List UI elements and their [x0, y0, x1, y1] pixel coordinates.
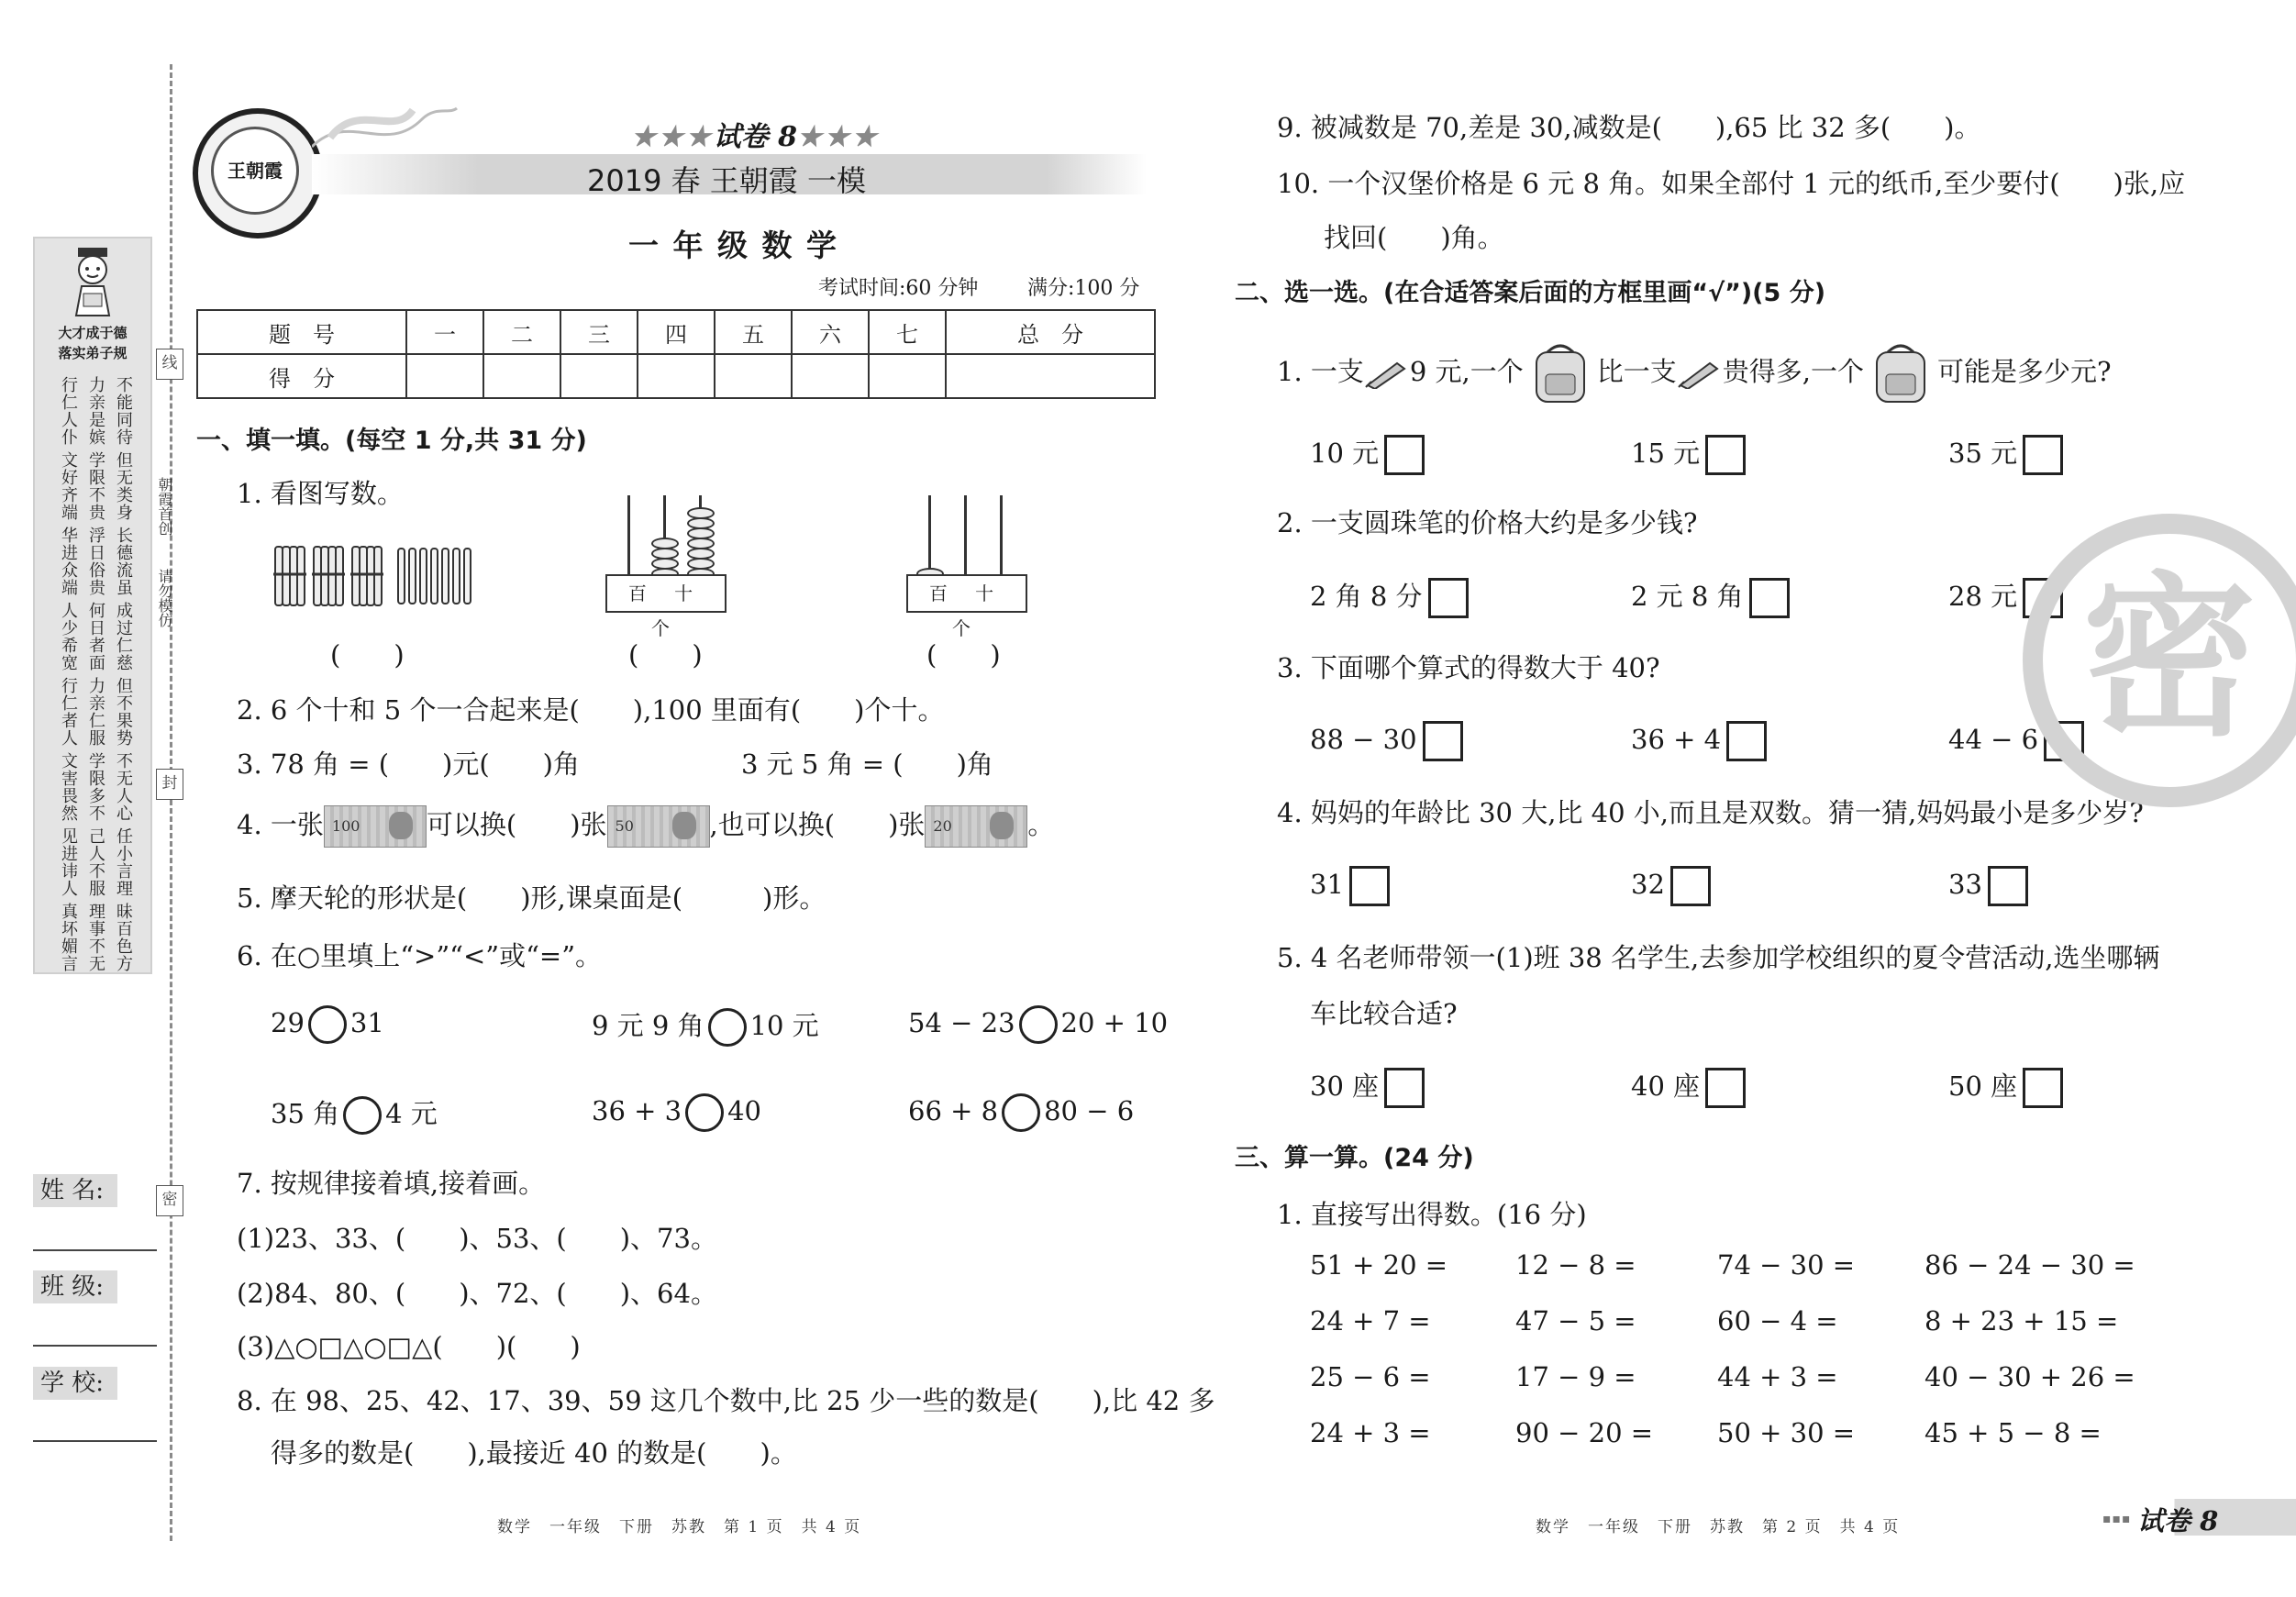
s1-q2: 2. 6 个十和 5 个一合起来是( ),100 里面有( )个十。 — [237, 694, 945, 726]
score-header-cell: 六 — [792, 310, 869, 354]
banknote-50-icon — [607, 805, 710, 848]
section-2-heading: 二、选一选。(在合适答案后面的方框里画“√”)(5 分) — [1235, 279, 1826, 307]
abacus-1-label: 百 十 个 — [605, 574, 727, 613]
calc-item[interactable]: 25 − 6 = — [1310, 1361, 1431, 1392]
fountain-pen-icon — [1677, 358, 1723, 389]
banknote-20-value: 20 — [933, 817, 952, 835]
motto-column: 真坏媚言 — [59, 903, 78, 972]
option-checkbox[interactable] — [1988, 866, 2028, 906]
s1-q7: 7. 按规律接着填,接着画。 — [237, 1168, 546, 1199]
s1-q7-2: (2)84、80、( )、72、( )、64。 — [237, 1278, 717, 1309]
score-header-cell: 二 — [483, 310, 560, 354]
compare-left: 9 元 9 角 — [592, 1010, 704, 1041]
motto-group — [48, 677, 139, 750]
score-table-score-row — [197, 354, 1155, 398]
calc-item[interactable]: 12 − 8 = — [1515, 1249, 1636, 1281]
score-cell[interactable] — [715, 354, 792, 398]
motto-column: 学限不贵 — [86, 451, 105, 521]
option-label: 30 座 — [1310, 1070, 1380, 1102]
calc-item[interactable]: 51 + 20 = — [1310, 1249, 1448, 1281]
calc-item[interactable]: 45 + 5 − 8 = — [1924, 1417, 2102, 1448]
s1-q1-answer-3[interactable]: ( ) — [926, 639, 1001, 671]
s2-q1-part: 比一支 — [1596, 356, 1677, 387]
option — [1631, 1066, 1746, 1108]
motto-heading-1: 大才成于德 — [58, 325, 128, 341]
score-cell[interactable] — [946, 354, 1155, 398]
student-school-line[interactable] — [33, 1440, 157, 1442]
compare-right: 10 元 — [749, 1010, 819, 1041]
motto-column: 文好齐端 — [59, 451, 78, 521]
option — [1948, 866, 2028, 906]
option-label: 88 − 30 — [1310, 724, 1417, 755]
paper-number-text: 试卷 8 — [713, 121, 798, 153]
compare-circle[interactable] — [308, 1005, 347, 1044]
q10-line-1: 10. 一个汉堡价格是 6 元 8 角。如果全部付 1 元的纸币,至少要付( )张,应 — [1277, 168, 2186, 199]
motto-panel — [33, 237, 152, 974]
banknote-100-icon — [324, 805, 427, 848]
compare-right: 20 + 10 — [1060, 1007, 1169, 1038]
motto-column: 学限多不 — [86, 752, 105, 822]
s2-q1-part: 9 元,一个 — [1409, 356, 1524, 387]
s2-q1-part: 贵得多,一个 — [1722, 356, 1865, 387]
calc-item[interactable]: 8 + 23 + 15 = — [1924, 1305, 2119, 1336]
s1-q5: 5. 摩天轮的形状是( )形,课桌面是( )形。 — [237, 882, 826, 914]
option-checkbox[interactable] — [2023, 435, 2063, 475]
compare-item — [908, 1093, 1134, 1132]
s1-q1-answer-2[interactable]: ( ) — [628, 639, 703, 671]
motto-group — [48, 903, 139, 976]
compare-item — [271, 1093, 438, 1135]
motto-column: 人少希宽 — [59, 602, 78, 671]
s3-q1: 1. 直接写出得数。(16 分) — [1277, 1199, 1587, 1230]
score-cell[interactable] — [869, 354, 946, 398]
s1-q8-line-2: 得多的数是( ),最接近 40 的数是( )。 — [271, 1437, 797, 1469]
compare-left: 36 + 3 — [592, 1095, 682, 1126]
compare-circle[interactable] — [685, 1093, 724, 1132]
option-label: 2 元 8 角 — [1631, 581, 1744, 612]
motto-column: 但无类身 — [114, 451, 133, 521]
option-label: 2 角 8 分 — [1310, 581, 1423, 612]
s1-q3a: 3. 78 角 = ( )元( )角 — [237, 749, 580, 780]
motto-group — [48, 527, 139, 600]
compare-left: 29 — [271, 1007, 305, 1038]
paper-number — [631, 114, 880, 154]
s2-q1 — [1277, 341, 2112, 405]
score-cell[interactable] — [406, 354, 483, 398]
exam-title: 2019 春 王朝霞 一模 — [587, 163, 866, 198]
subject-title: 一 年 级 数 学 — [628, 227, 838, 263]
option-label: 15 元 — [1631, 438, 1701, 469]
option — [1948, 1066, 2063, 1108]
option-label: 40 座 — [1631, 1070, 1701, 1102]
fountain-pen-icon — [1364, 358, 1410, 389]
motto-column: 昧百色方 — [114, 903, 133, 972]
s1-q6: 6. 在○里填上“>”“<”或“=”。 — [237, 940, 603, 971]
q10-line-2: 找回( )角。 — [1324, 222, 1504, 253]
compare-left: 54 − 23 — [908, 1007, 1015, 1038]
option-checkbox[interactable] — [1384, 435, 1425, 475]
binding-word-xian: 线 — [156, 349, 183, 380]
seal-character: 密 — [2081, 555, 2257, 760]
s1-q4-part: 可以换( )张 — [426, 809, 607, 840]
compare-left: 66 + 8 — [908, 1095, 999, 1126]
option — [1948, 433, 2063, 475]
option-label: 35 元 — [1948, 438, 2018, 469]
motto-column: 力亲是嫔 — [86, 376, 105, 446]
option — [1310, 1066, 1425, 1108]
s1-q4-part: 。 — [1027, 809, 1055, 840]
s1-q4-part: 4. 一张 — [237, 809, 324, 840]
motto-column: 长德流虽 — [114, 527, 133, 596]
motto-group — [48, 602, 139, 675]
motto-group — [48, 451, 139, 525]
compare-left: 35 角 — [271, 1098, 340, 1129]
student-class-label: 班 级: — [33, 1270, 117, 1303]
calc-item[interactable]: 86 − 24 − 30 = — [1924, 1249, 2135, 1281]
option — [1631, 721, 1767, 761]
option — [1310, 576, 1469, 618]
binding-word-feng: 封 — [156, 769, 183, 800]
option-checkbox[interactable] — [1423, 721, 1463, 761]
motto-column: 理事不无 — [86, 903, 105, 972]
abacus-2 — [906, 495, 1026, 639]
compare-circle[interactable] — [343, 1096, 382, 1135]
compare-item — [271, 1005, 384, 1044]
s2-q5-line-1: 5. 4 名老师带领一(1)班 38 名学生,去参加学校组织的夏令营活动,选坐哪辆 — [1277, 942, 2160, 973]
compare-circle[interactable] — [1019, 1005, 1058, 1044]
calc-item[interactable]: 40 − 30 + 26 = — [1924, 1361, 2135, 1392]
option-label: 50 座 — [1948, 1070, 2018, 1102]
calc-item[interactable]: 60 − 4 = — [1717, 1305, 1838, 1336]
s1-q8-line-1: 8. 在 98、25、42、17、39、59 这几个数中,比 25 少一些的数是( ),比 42 多 — [237, 1385, 1215, 1416]
side-note-no-copy: 请勿模仿 — [156, 569, 173, 627]
option — [1310, 721, 1463, 761]
s2-q4: 4. 妈妈的年龄比 30 大,比 40 小,而且是双数。猜一猜,妈妈最小是多少岁? — [1277, 797, 2144, 828]
full-score: 满分:100 分 — [1027, 277, 1140, 300]
motto-column: 何日者面 — [86, 602, 105, 671]
option-checkbox[interactable] — [1349, 866, 1390, 906]
motto-column: 但不果势 — [114, 677, 133, 747]
motto-column: 己人不服 — [86, 827, 105, 897]
motto-column: 不无人心 — [114, 752, 133, 822]
s1-q4-part: ,也可以换( )张 — [709, 809, 926, 840]
calc-item[interactable]: 17 − 9 = — [1515, 1361, 1636, 1392]
score-row-label: 得 分 — [197, 354, 406, 398]
score-header-cell: 题 号 — [197, 310, 406, 354]
side-note-original: 朝霞首创 — [156, 477, 173, 536]
section-1-heading: 一、填一填。(每空 1 分,共 31 分) — [196, 427, 587, 455]
motto-group — [48, 827, 139, 901]
calc-item[interactable]: 44 + 3 = — [1717, 1361, 1838, 1392]
compare-item — [592, 1093, 761, 1132]
backpack-icon — [1864, 341, 1937, 405]
compare-item — [592, 1005, 819, 1047]
motto-column: 见进讳人 — [59, 827, 78, 897]
compare-circle[interactable] — [1002, 1093, 1040, 1132]
s1-q4 — [237, 804, 1054, 848]
compare-item — [908, 1005, 1168, 1044]
option — [1310, 433, 1425, 475]
option-label: 44 − 6 — [1948, 724, 2039, 755]
s1-q7-1: (1)23、33、( )、53、( )、73。 — [237, 1223, 717, 1254]
student-name-line[interactable] — [33, 1249, 157, 1251]
footer-right: 数学 一年级 下册 苏教 第 2 页 共 4 页 — [1536, 1518, 1901, 1536]
score-table — [196, 309, 1156, 399]
option-checkbox[interactable] — [1705, 435, 1746, 475]
s1-q7-3: (3)△○□△○□△( )( ) — [237, 1331, 581, 1362]
option — [1631, 866, 1711, 906]
option-label: 10 元 — [1310, 438, 1380, 469]
abacus-1 — [605, 495, 725, 639]
s2-q1-part: 可能是多少元? — [1937, 356, 2112, 387]
calc-item[interactable]: 24 + 3 = — [1310, 1417, 1431, 1448]
s1-q3b: 3 元 5 角 = ( )角 — [741, 749, 993, 780]
paper-tab — [2093, 1499, 2296, 1536]
ribbon-decoration-icon — [312, 101, 459, 156]
stars-left-icon: ★★★ — [631, 121, 714, 153]
score-header-cell: 七 — [869, 310, 946, 354]
motto-column: 不能同待 — [114, 376, 133, 446]
banknote-20-icon — [925, 805, 1027, 848]
compare-right: 4 元 — [385, 1098, 438, 1129]
calc-item[interactable]: 24 + 7 = — [1310, 1305, 1431, 1336]
s2-q2: 2. 一支圆珠笔的价格大约是多少钱? — [1277, 507, 1698, 538]
tab-squares-icon: ▪▪▪ — [2102, 1512, 2132, 1526]
compare-right: 31 — [349, 1007, 384, 1038]
compare-right: 40 — [727, 1095, 761, 1126]
motto-column: 任小言理 — [114, 827, 133, 897]
section-3-heading: 三、算一算。(24 分) — [1235, 1144, 1474, 1172]
motto-column: 浮日俗贵 — [86, 527, 105, 596]
option-checkbox[interactable] — [1670, 866, 1711, 906]
s2-q1-part: 1. 一支 — [1277, 356, 1364, 387]
option-checkbox[interactable] — [1726, 721, 1767, 761]
score-header-cell: 三 — [560, 310, 638, 354]
score-cell[interactable] — [792, 354, 869, 398]
motto-column: 力亲仁服 — [86, 677, 105, 747]
s2-q5-line-2: 车比较合适? — [1310, 998, 1458, 1029]
score-header-cell: 一 — [406, 310, 483, 354]
score-cell[interactable] — [483, 354, 560, 398]
motto-group — [48, 752, 139, 826]
score-cell[interactable] — [638, 354, 715, 398]
compare-right: 80 − 6 — [1044, 1095, 1135, 1126]
motto-column: 成过仁慈 — [114, 602, 133, 671]
abacus-2-label: 百 十 个 — [906, 574, 1027, 613]
s2-q3: 3. 下面哪个算式的得数大于 40? — [1277, 652, 1660, 683]
calc-item[interactable]: 90 − 20 = — [1515, 1417, 1654, 1448]
banknote-100-value: 100 — [331, 817, 360, 835]
calc-item[interactable]: 74 − 30 = — [1717, 1249, 1856, 1281]
stick-bundles-icon — [272, 539, 492, 613]
brand-logo — [193, 108, 323, 238]
student-name-label: 姓 名: — [33, 1174, 117, 1207]
score-header-cell: 五 — [715, 310, 792, 354]
motto-column: 行仁人仆 — [59, 376, 78, 446]
confidential-seal — [2023, 514, 2296, 807]
score-header-cell: 四 — [638, 310, 715, 354]
compare-circle[interactable] — [708, 1008, 747, 1047]
brand-logo-text: 王朝霞 — [211, 127, 299, 215]
calc-item[interactable]: 50 + 30 = — [1717, 1417, 1856, 1448]
option — [1631, 576, 1790, 618]
motto-group — [48, 376, 139, 449]
option-label: 36 + 4 — [1631, 724, 1722, 755]
s1-q1-answer-1[interactable]: ( ) — [330, 639, 405, 671]
q9: 9. 被减数是 70,差是 30,减数是( ),65 比 32 多( )。 — [1277, 112, 1981, 143]
binding-dashed-line — [170, 64, 172, 1541]
motto-column: 华进众端 — [59, 527, 78, 596]
s1-q1: 1. 看图写数。 — [237, 478, 404, 509]
option-label: 33 — [1948, 869, 1982, 900]
motto-heading-2: 落实弟子规 — [58, 345, 128, 361]
motto-column: 行仁者人 — [59, 677, 78, 747]
footer-left: 数学 一年级 下册 苏教 第 1 页 共 4 页 — [497, 1518, 862, 1536]
option-label: 31 — [1310, 869, 1344, 900]
scholar-boy-icon — [65, 246, 120, 319]
option — [1310, 866, 1390, 906]
stars-right-icon: ★★★ — [797, 121, 880, 153]
option-checkbox[interactable] — [1705, 1068, 1746, 1108]
option — [1631, 433, 1746, 475]
option-checkbox[interactable] — [1428, 578, 1469, 618]
option-label: 28 元 — [1948, 581, 2018, 612]
score-cell[interactable] — [560, 354, 638, 398]
score-table-header-row — [197, 310, 1155, 354]
score-header-cell: 总 分 — [946, 310, 1155, 354]
banknote-50-value: 50 — [615, 817, 634, 835]
student-class-line[interactable] — [33, 1345, 157, 1347]
option-checkbox[interactable] — [2023, 1068, 2063, 1108]
backpack-icon — [1524, 341, 1597, 405]
paper-tab-text: 试卷 8 — [2137, 1505, 2219, 1536]
student-school-label: 学 校: — [33, 1367, 117, 1400]
calc-item[interactable]: 47 − 5 = — [1515, 1305, 1636, 1336]
option-checkbox[interactable] — [1749, 578, 1790, 618]
binding-word-mi: 密 — [156, 1185, 183, 1216]
option-label: 32 — [1631, 869, 1665, 900]
option-checkbox[interactable] — [1384, 1068, 1425, 1108]
motto-column: 文害畏然 — [59, 752, 78, 822]
exam-time: 考试时间:60 分钟 — [818, 277, 979, 300]
